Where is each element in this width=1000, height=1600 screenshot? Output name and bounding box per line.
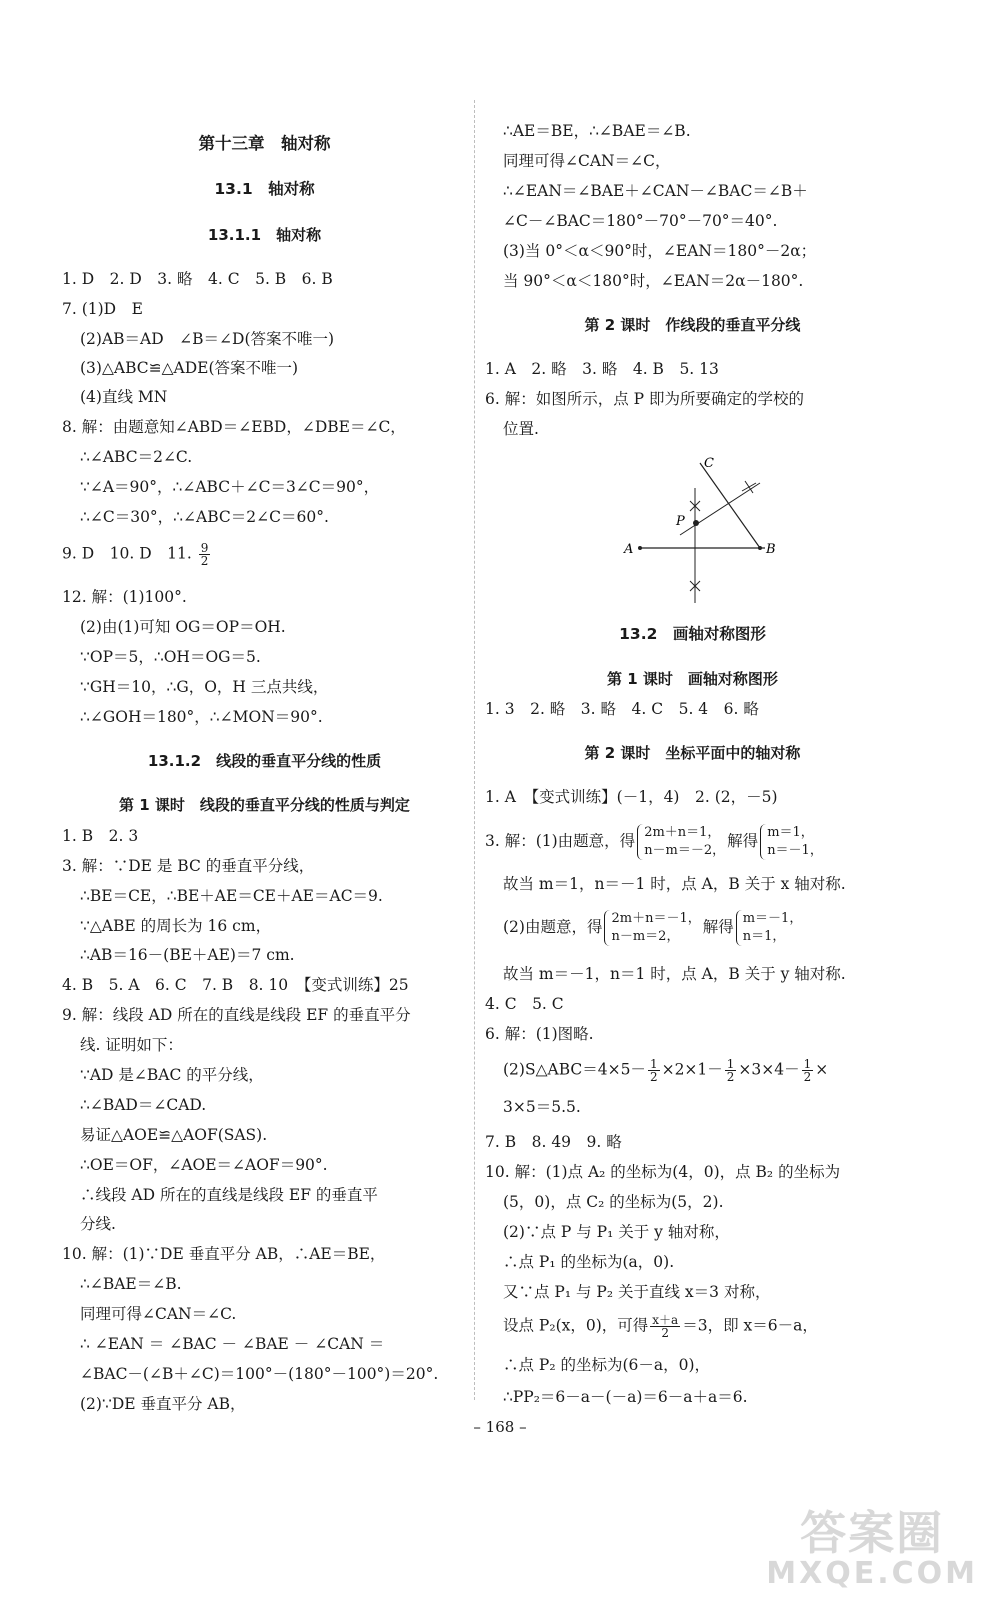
answer-text: ＝3，即 x＝6－a， xyxy=(682,1316,818,1335)
equation: n－m＝－2， xyxy=(644,843,726,858)
answer-line: 4. C 5. C xyxy=(485,995,564,1013)
subsection-heading: 13.1.2 线段的垂直平分线的性质 xyxy=(147,752,382,770)
fraction-denominator: 2 xyxy=(200,554,209,568)
answer-line: ∵△ABE 的周长为 16 cm， xyxy=(80,917,272,935)
answer-line: ∴PP₂＝6－a－(－a)＝6－a＋a＝6. xyxy=(503,1388,748,1406)
point-b-dot xyxy=(758,546,762,550)
subsection-heading: 13.1.1 轴对称 xyxy=(207,226,322,244)
label-c: C xyxy=(704,456,714,471)
fraction xyxy=(199,542,211,567)
answer-line: ∴AE＝BE，∴∠BAE＝∠B. xyxy=(503,122,691,140)
answer-line: 同理可得∠CAN＝∠C， xyxy=(503,152,671,170)
answer-text: (2)S△ABC＝4×5－ xyxy=(503,1060,646,1079)
answer-line: 位置. xyxy=(503,420,539,438)
answer-text: 解得 xyxy=(702,918,734,936)
answer-line: 1. A 2. 略 3. 略 4. B 5. 13 xyxy=(485,360,719,378)
fraction xyxy=(650,1314,680,1339)
fraction-denominator: 2 xyxy=(649,1070,658,1084)
answer-line: ∴BE＝CE，∴BE＋AE＝CE＋AE＝AC＝9. xyxy=(80,887,383,905)
chapter-title: 第十三章 轴对称 xyxy=(198,134,331,153)
answer-line: ∴ ∠EAN ＝ ∠BAC － ∠BAE － ∠CAN ＝ xyxy=(80,1335,385,1353)
lesson-heading: 第 1 课时 画轴对称图形 xyxy=(607,670,778,688)
answer-line: (2)AB＝AD ∠B＝∠D(答案不唯一) xyxy=(80,330,335,348)
fraction-numerator: 1 xyxy=(803,1057,812,1071)
point-p-dot xyxy=(693,520,699,526)
answer-line: ∠BAC－(∠B＋∠C)＝100°－(180°－100°)＝20°. xyxy=(80,1365,439,1383)
fraction-numerator: 1 xyxy=(726,1057,735,1071)
watermark-logo xyxy=(766,1508,978,1590)
label-b: B xyxy=(766,542,776,557)
page-number: – 168 – xyxy=(473,1418,527,1436)
equation: 2m＋n＝1， xyxy=(644,825,721,840)
equation: n＝－1， xyxy=(767,843,823,858)
answer-line: ∴∠ABC＝2∠C. xyxy=(80,448,193,466)
answer-line: 易证△AOE≌△AOF(SAS). xyxy=(80,1126,268,1144)
equation: 2m＋n＝－1， xyxy=(611,911,701,926)
answer-line: 当 90°＜α＜180°时，∠EAN＝2α－180°. xyxy=(503,272,804,290)
fraction-numerator: 1 xyxy=(649,1057,658,1071)
answer-line: ∴∠C＝30°，∴∠ABC＝2∠C＝60°. xyxy=(80,508,329,526)
answer-line: 7. (1)D E xyxy=(62,300,143,318)
solution-system xyxy=(760,824,823,860)
answer-text: 设点 P₂(x，0)，可得 xyxy=(503,1316,649,1335)
answer-line: 4. B 5. A 6. C 7. B 8. 10 【变式训练】25 xyxy=(62,976,409,994)
answer-line: 1. 3 2. 略 3. 略 4. C 5. 4 6. 略 xyxy=(485,700,759,718)
answer-line: ∴点 P₂ 的坐标为(6－a，0)， xyxy=(503,1356,711,1374)
answer-line: 同理可得∠CAN＝∠C. xyxy=(80,1305,237,1323)
answer-line: ∵GH＝10，∴G，O，H 三点共线， xyxy=(80,678,329,696)
label-a: A xyxy=(624,542,634,557)
answer-line: 1. A 【变式训练】(－1，4) 2. (2，－5) xyxy=(485,788,778,806)
lesson-heading: 第 1 课时 线段的垂直平分线的性质与判定 xyxy=(119,796,410,814)
answer-line: 1. B 2. 3 xyxy=(62,827,139,845)
answer-line: 3×5＝5.5. xyxy=(503,1098,581,1116)
answer-line: 8. 解：由题意知∠ABD＝∠EBD，∠DBE＝∠C， xyxy=(62,418,406,436)
answer-line: ∵∠A＝90°，∴∠ABC＋∠C＝3∠C＝90°， xyxy=(80,478,380,496)
answer-line: ∴∠GOH＝180°，∴∠MON＝90°. xyxy=(80,708,323,726)
label-p: P xyxy=(676,514,685,529)
answer-line: 12. 解：(1)100°. xyxy=(62,588,187,606)
answer-line: (4)直线 MN xyxy=(80,388,168,406)
equation-system xyxy=(604,910,700,946)
answer-line: ∴点 P₁ 的坐标为(a，0). xyxy=(503,1253,675,1271)
column-divider xyxy=(474,100,475,1400)
section-heading: 13.1 轴对称 xyxy=(214,180,315,198)
equation: m＝1， xyxy=(767,825,814,840)
answer-line: 故当 m＝－1，n＝1 时，点 A，B 关于 y 轴对称. xyxy=(503,965,846,983)
fraction-numerator: x＋a xyxy=(652,1313,679,1327)
answer-line xyxy=(485,1313,818,1340)
answer-line: ∴∠BAD＝∠CAD. xyxy=(80,1096,207,1114)
perpendicular-bisector-figure xyxy=(620,453,790,613)
answer-line: 10. 解：(1)点 A₂ 的坐标为(4，0)，点 B₂ 的坐标为 xyxy=(485,1163,841,1181)
watermark-text: 答案圈 xyxy=(800,1506,945,1560)
equation: n＝1， xyxy=(742,929,786,944)
answer-line: (2)∵DE 垂直平分 AB， xyxy=(80,1395,246,1413)
answer-line: ∵OP＝5，∴OH＝OG＝5. xyxy=(80,648,261,666)
answer-line: 6. 解：(1)图略. xyxy=(485,1025,594,1043)
answer-text: ×2×1－ xyxy=(661,1060,723,1079)
answer-text: ×3×4－ xyxy=(738,1060,800,1079)
fraction xyxy=(802,1058,814,1083)
equation-system xyxy=(637,824,725,860)
solution-system xyxy=(736,910,803,946)
answer-line: 1. D 2. D 3. 略 4. C 5. B 6. B xyxy=(62,270,333,288)
fraction-denominator: 2 xyxy=(726,1070,735,1084)
answer-line: ∴∠BAE＝∠B. xyxy=(80,1275,182,1293)
answer-line: ∴AB＝16－(BE＋AE)＝7 cm. xyxy=(80,946,295,964)
answer-line: 3. 解：∵DE 是 BC 的垂直平分线， xyxy=(62,857,315,875)
answer-line xyxy=(485,1057,829,1084)
answer-line: (3)当 0°＜α＜90°时，∠EAN＝180°－2α； xyxy=(503,242,817,260)
answer-text: (2)由题意，得 xyxy=(503,918,603,936)
answer-text: × xyxy=(815,1060,829,1079)
answer-line: 分线. xyxy=(80,1215,116,1233)
answer-line: (3)△ABC≌△ADE(答案不唯一) xyxy=(80,359,299,377)
lesson-heading: 第 2 课时 作线段的垂直平分线 xyxy=(584,316,801,334)
answer-line: ∴OE＝OF，∠AOE＝∠AOF＝90°. xyxy=(80,1156,328,1174)
segment-bc xyxy=(700,463,760,548)
answer-line: ∴线段 AD 所在的直线是线段 EF 的垂直平 xyxy=(80,1186,378,1204)
fraction-denominator: 2 xyxy=(803,1070,812,1084)
equation: m＝－1， xyxy=(742,911,803,926)
answer-line: ∴∠EAN＝∠BAE＋∠CAN－∠BAC＝∠B＋ xyxy=(503,182,808,200)
answer-line: 又∵点 P₁ 与 P₂ 关于直线 x＝3 对称， xyxy=(503,1283,771,1301)
point-a-dot xyxy=(638,546,642,550)
answer-line: 10. 解：(1)∵DE 垂直平分 AB，∴AE＝BE， xyxy=(62,1245,386,1263)
fraction-denominator: 2 xyxy=(661,1326,670,1340)
fraction xyxy=(648,1058,660,1083)
watermark-url: MXQE.COM xyxy=(766,1556,978,1591)
fraction-numerator: 9 xyxy=(200,541,209,555)
section-heading: 13.2 画轴对称图形 xyxy=(619,625,766,643)
lesson-heading: 第 2 课时 坐标平面中的轴对称 xyxy=(584,744,801,762)
answer-line xyxy=(485,904,804,950)
answer-line xyxy=(62,541,212,568)
equation: n－m＝2， xyxy=(611,929,680,944)
answer-line: 线. 证明如下： xyxy=(80,1036,183,1054)
answer-line: (5，0)，点 C₂ 的坐标为(5，2). xyxy=(503,1193,724,1211)
answer-line: 故当 m＝1，n＝－1 时，点 A，B 关于 x 轴对称. xyxy=(503,875,846,893)
answer-line: 7. B 8. 49 9. 略 xyxy=(485,1133,622,1151)
answer-line: ∵AD 是∠BAC 的平分线， xyxy=(80,1066,264,1084)
answer-line: ∠C－∠BAC＝180°－70°－70°＝40°. xyxy=(503,212,778,230)
answer-text: 解得 xyxy=(727,832,759,850)
answer-line xyxy=(485,818,825,864)
answer-line: 9. 解：线段 AD 所在的直线是线段 EF 的垂直平分 xyxy=(62,1006,411,1024)
answer-line: (2)∵点 P 与 P₁ 关于 y 轴对称， xyxy=(503,1223,730,1241)
answer-line: (2)由(1)可知 OG＝OP＝OH. xyxy=(80,618,286,636)
answer-line: 6. 解：如图所示，点 P 即为所要确定的学校的 xyxy=(485,390,805,408)
answer-text: 9. D 10. D 11. xyxy=(62,544,192,563)
fraction xyxy=(725,1058,737,1083)
answer-text: 3. 解：(1)由题意，得 xyxy=(485,832,636,850)
